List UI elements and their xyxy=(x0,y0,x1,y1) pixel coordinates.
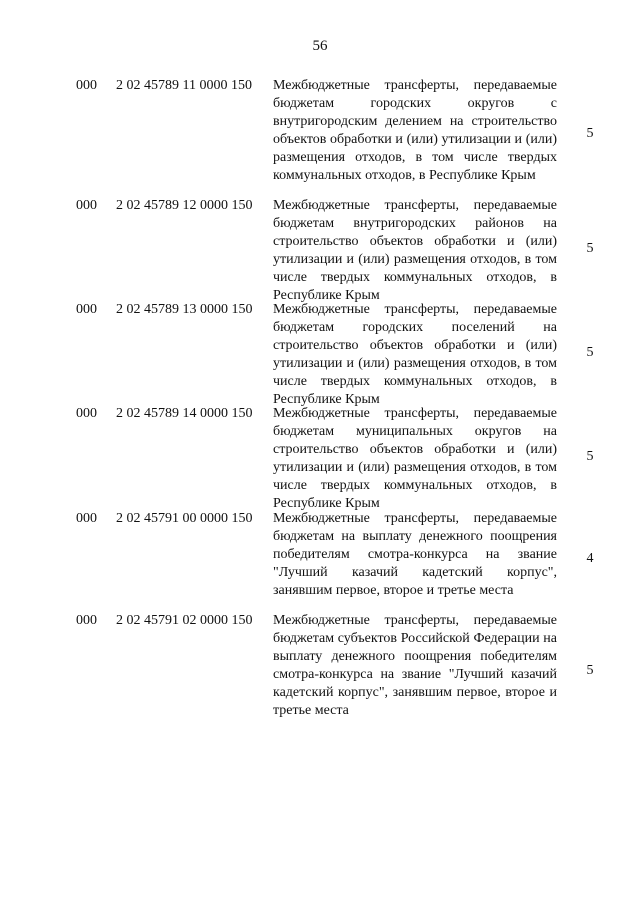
budget-code: 2 02 45789 13 0000 150 xyxy=(116,302,253,317)
admin-code: 000 xyxy=(76,406,97,421)
row-description: Межбюджетные трансферты, передаваемые бюджетам городских округов с внутригородским делением на строительство объектов обработки и (или) утилизации и (или) размещения отходов, в том числе твердых коммунальных отходов, в Республике Крым xyxy=(273,78,557,183)
row-description: Межбюджетные трансферты, передаваемые бюджетам внутригородских районов на строительство объектов обработки и (или) утилизации и (или) размещения отходов, в том числе твердых коммунальных отходов, в Республике Крым xyxy=(273,198,557,303)
admin-code: 000 xyxy=(76,302,97,317)
row-value: 5 xyxy=(586,449,594,464)
page-number: 56 xyxy=(312,38,328,54)
row-description: Межбюджетные трансферты, передаваемые бюджетам муниципальных округов на строительство объектов обработки и (или) утилизации и (или) размещения отходов, в том числе твердых коммунальных отходов, в Республике Крым xyxy=(273,406,557,511)
budget-code: 2 02 45789 12 0000 150 xyxy=(116,198,253,213)
row-value: 5 xyxy=(586,241,594,256)
row-value: 4 xyxy=(586,551,594,566)
admin-code: 000 xyxy=(76,198,97,213)
admin-code: 000 xyxy=(76,613,97,628)
row-description: Межбюджетные трансферты, передаваемые бюджетам городских поселений на строительство объектов обработки и (или) утилизации и (или) размещения отходов, в том числе твердых коммунальных отходов, в Республике Крым xyxy=(273,302,557,407)
budget-code: 2 02 45791 02 0000 150 xyxy=(116,613,253,628)
budget-code: 2 02 45791 00 0000 150 xyxy=(116,511,253,526)
budget-code: 2 02 45789 14 0000 150 xyxy=(116,406,253,421)
row-value: 5 xyxy=(586,345,594,360)
budget-code: 2 02 45789 11 0000 150 xyxy=(116,78,252,93)
row-description: Межбюджетные трансферты, передаваемые бюджетам на выплату денежного поощрения победителям смотра-конкурса на звание "Лучший казачий кадетский корпус", занявшим первое, второе и третье места xyxy=(273,511,557,598)
row-value: 5 xyxy=(586,663,594,678)
admin-code: 000 xyxy=(76,78,97,93)
row-value: 5 xyxy=(586,126,594,141)
admin-code: 000 xyxy=(76,511,97,526)
row-description: Межбюджетные трансферты, передаваемые бюджетам субъектов Российской Федерации на выплату денежного поощрения победителям смотра-конкурса на звание "Лучший казачий кадетский корпус", занявшим первое, второе и третье места xyxy=(273,613,557,718)
